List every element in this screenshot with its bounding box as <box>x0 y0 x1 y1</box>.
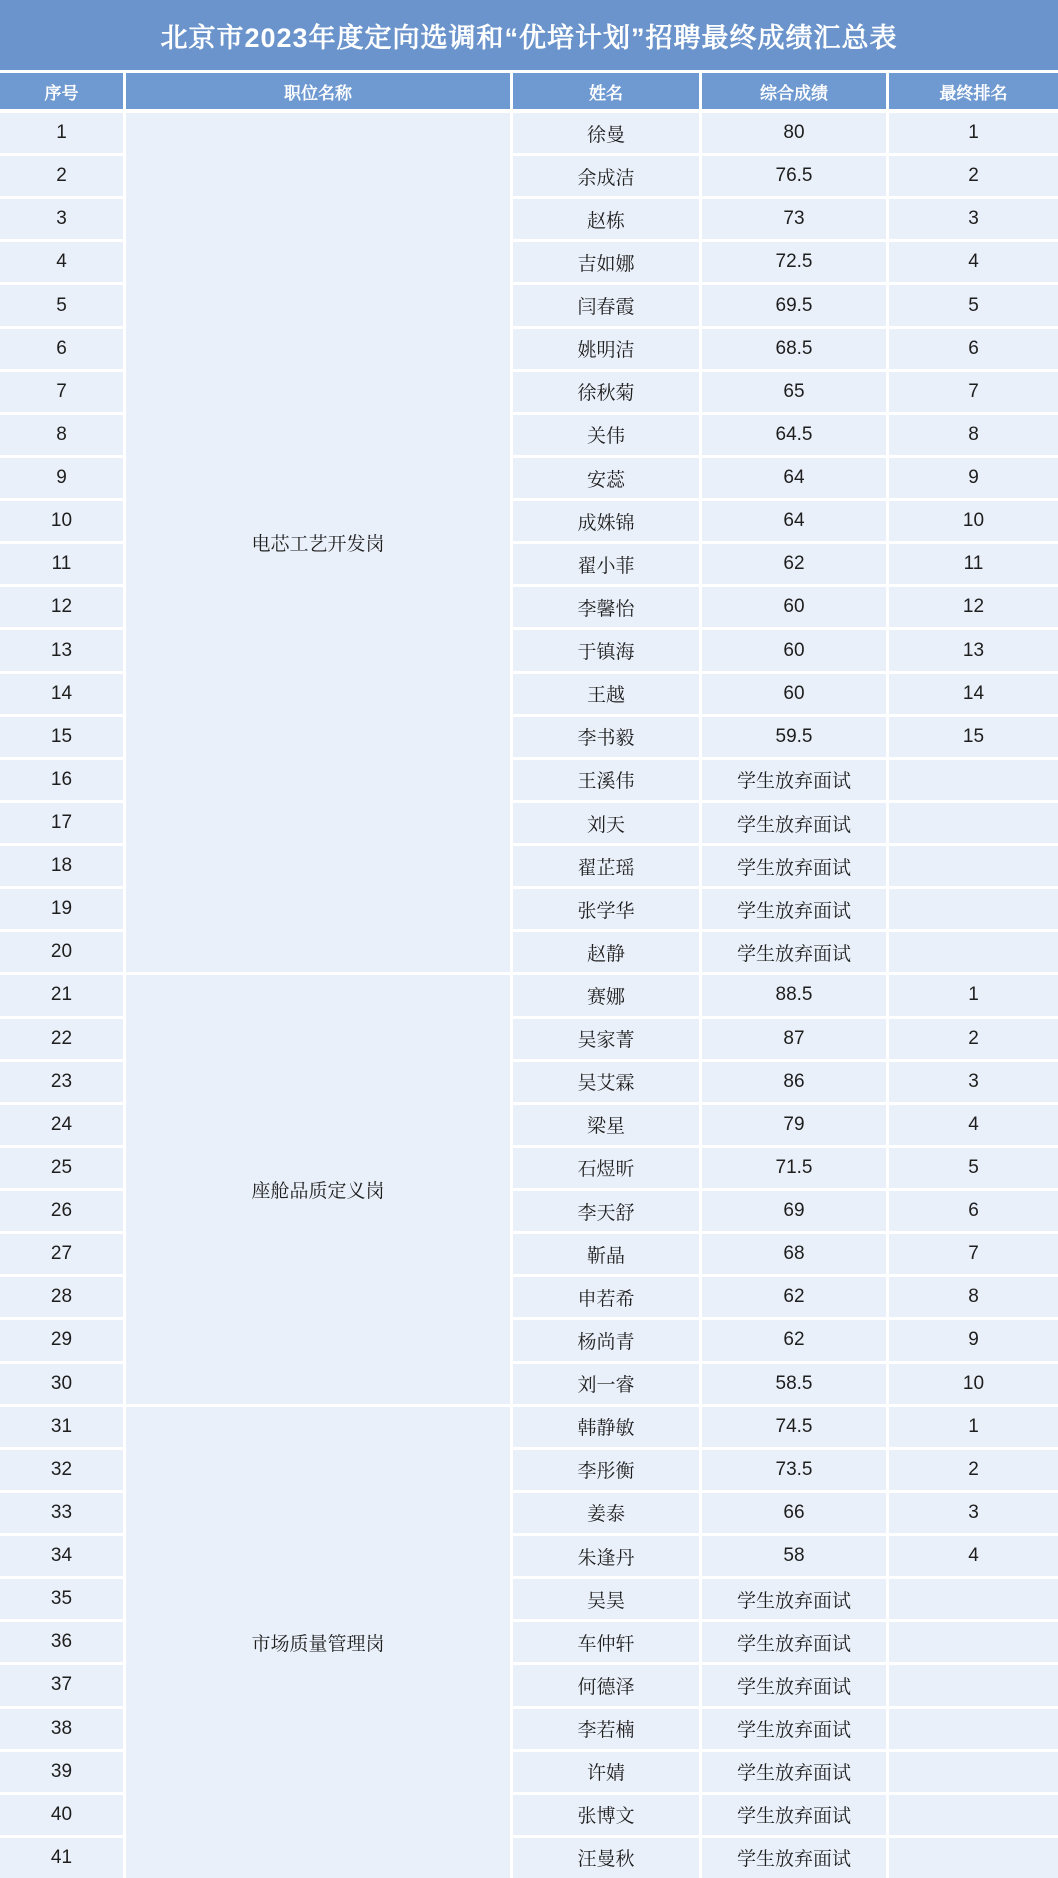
column-header-1: 职位名称 <box>126 73 510 109</box>
seq-cell: 12 <box>0 587 123 627</box>
rank-cell <box>889 1752 1058 1792</box>
rank-cell <box>889 803 1058 843</box>
rank-cell: 4 <box>889 242 1058 282</box>
seq-cell: 36 <box>0 1622 123 1662</box>
table-body <box>0 113 1058 1878</box>
rank-cell: 12 <box>889 587 1058 627</box>
seq-cell: 14 <box>0 674 123 714</box>
rank-cell: 8 <box>889 1277 1058 1317</box>
score-cell: 71.5 <box>702 1148 886 1188</box>
score-cell: 69.5 <box>702 285 886 325</box>
score-cell: 79 <box>702 1105 886 1145</box>
seq-cell: 7 <box>0 372 123 412</box>
rank-cell <box>889 1665 1058 1705</box>
score-cell: 58.5 <box>702 1364 886 1404</box>
name-cell: 于镇海 <box>513 630 699 670</box>
score-cell: 62 <box>702 1277 886 1317</box>
name-cell: 吉如娜 <box>513 242 699 282</box>
seq-cell: 29 <box>0 1320 123 1360</box>
score-cell: 学生放弃面试 <box>702 932 886 972</box>
rank-cell: 1 <box>889 1407 1058 1447</box>
rank-cell: 10 <box>889 1364 1058 1404</box>
name-cell: 李彤衡 <box>513 1450 699 1490</box>
seq-cell: 25 <box>0 1148 123 1188</box>
score-cell: 学生放弃面试 <box>702 1752 886 1792</box>
seq-cell: 16 <box>0 760 123 800</box>
name-cell: 王越 <box>513 674 699 714</box>
name-cell: 安蕊 <box>513 458 699 498</box>
column-header-0: 序号 <box>0 73 123 109</box>
header-row <box>0 73 1058 109</box>
name-cell: 许婧 <box>513 1752 699 1792</box>
seq-cell: 20 <box>0 932 123 972</box>
rank-cell: 11 <box>889 544 1058 584</box>
seq-cell: 31 <box>0 1407 123 1447</box>
name-cell: 李天舒 <box>513 1191 699 1231</box>
rank-cell: 15 <box>889 717 1058 757</box>
score-cell: 学生放弃面试 <box>702 1579 886 1619</box>
rank-cell: 5 <box>889 1148 1058 1188</box>
seq-cell: 26 <box>0 1191 123 1231</box>
column-header-4: 最终排名 <box>889 73 1058 109</box>
seq-cell: 33 <box>0 1493 123 1533</box>
score-cell: 86 <box>702 1062 886 1102</box>
name-cell: 梁星 <box>513 1105 699 1145</box>
seq-cell: 11 <box>0 544 123 584</box>
seq-cell: 9 <box>0 458 123 498</box>
name-cell: 赵栋 <box>513 199 699 239</box>
name-cell: 姜泰 <box>513 1493 699 1533</box>
seq-cell: 17 <box>0 803 123 843</box>
score-cell: 66 <box>702 1493 886 1533</box>
score-cell: 80 <box>702 113 886 153</box>
score-cell: 59.5 <box>702 717 886 757</box>
position-cell-0: 电芯工艺开发岗 <box>126 113 510 972</box>
rank-cell <box>889 760 1058 800</box>
rank-cell <box>889 1795 1058 1835</box>
rank-cell <box>889 889 1058 929</box>
name-cell: 余成洁 <box>513 156 699 196</box>
name-cell: 徐曼 <box>513 113 699 153</box>
score-cell: 64.5 <box>702 415 886 455</box>
score-cell: 62 <box>702 544 886 584</box>
name-cell: 朱逢丹 <box>513 1536 699 1576</box>
rank-cell: 6 <box>889 329 1058 369</box>
seq-cell: 32 <box>0 1450 123 1490</box>
score-cell: 72.5 <box>702 242 886 282</box>
position-cell-1: 座舱品质定义岗 <box>126 975 510 1403</box>
rank-cell: 9 <box>889 1320 1058 1360</box>
rank-cell <box>889 1579 1058 1619</box>
score-cell: 76.5 <box>702 156 886 196</box>
seq-cell: 30 <box>0 1364 123 1404</box>
rank-cell: 1 <box>889 113 1058 153</box>
name-cell: 关伟 <box>513 415 699 455</box>
table-title: 北京市2023年度定向选调和“优培计划”招聘最终成绩汇总表 <box>0 0 1058 70</box>
score-cell: 学生放弃面试 <box>702 1838 886 1878</box>
score-cell: 学生放弃面试 <box>702 1795 886 1835</box>
rank-cell: 5 <box>889 285 1058 325</box>
score-cell: 60 <box>702 630 886 670</box>
seq-cell: 13 <box>0 630 123 670</box>
rank-cell: 4 <box>889 1536 1058 1576</box>
score-cell: 73 <box>702 199 886 239</box>
seq-cell: 39 <box>0 1752 123 1792</box>
score-cell: 73.5 <box>702 1450 886 1490</box>
score-cell: 学生放弃面试 <box>702 846 886 886</box>
seq-cell: 19 <box>0 889 123 929</box>
seq-cell: 37 <box>0 1665 123 1705</box>
rank-cell: 13 <box>889 630 1058 670</box>
score-cell: 学生放弃面试 <box>702 760 886 800</box>
name-cell: 吴艾霖 <box>513 1062 699 1102</box>
column-header-2: 姓名 <box>513 73 699 109</box>
name-cell: 李馨怡 <box>513 587 699 627</box>
name-cell: 成姝锦 <box>513 501 699 541</box>
name-cell: 韩静敏 <box>513 1407 699 1447</box>
score-cell: 65 <box>702 372 886 412</box>
name-cell: 靳晶 <box>513 1234 699 1274</box>
column-header-3: 综合成绩 <box>702 73 886 109</box>
seq-cell: 28 <box>0 1277 123 1317</box>
rank-cell: 2 <box>889 1019 1058 1059</box>
rank-cell: 6 <box>889 1191 1058 1231</box>
name-cell: 吴昊 <box>513 1579 699 1619</box>
name-cell: 赵静 <box>513 932 699 972</box>
score-cell: 62 <box>702 1320 886 1360</box>
seq-cell: 21 <box>0 975 123 1015</box>
rank-cell: 3 <box>889 199 1058 239</box>
seq-cell: 6 <box>0 329 123 369</box>
score-cell: 学生放弃面试 <box>702 803 886 843</box>
score-cell: 64 <box>702 458 886 498</box>
name-cell: 徐秋菊 <box>513 372 699 412</box>
score-cell: 学生放弃面试 <box>702 889 886 929</box>
seq-cell: 41 <box>0 1838 123 1878</box>
rank-cell: 4 <box>889 1105 1058 1145</box>
name-cell: 姚明洁 <box>513 329 699 369</box>
seq-cell: 27 <box>0 1234 123 1274</box>
rank-cell: 3 <box>889 1062 1058 1102</box>
name-cell: 车仲轩 <box>513 1622 699 1662</box>
score-cell: 学生放弃面试 <box>702 1665 886 1705</box>
name-cell: 张博文 <box>513 1795 699 1835</box>
seq-cell: 8 <box>0 415 123 455</box>
name-cell: 刘一睿 <box>513 1364 699 1404</box>
seq-cell: 1 <box>0 113 123 153</box>
rank-cell: 14 <box>889 674 1058 714</box>
score-cell: 88.5 <box>702 975 886 1015</box>
seq-cell: 24 <box>0 1105 123 1145</box>
seq-cell: 15 <box>0 717 123 757</box>
name-cell: 刘天 <box>513 803 699 843</box>
rank-cell: 9 <box>889 458 1058 498</box>
position-cell-2: 市场质量管理岗 <box>126 1407 510 1878</box>
rank-cell <box>889 932 1058 972</box>
score-cell: 68 <box>702 1234 886 1274</box>
name-cell: 张学华 <box>513 889 699 929</box>
seq-cell: 2 <box>0 156 123 196</box>
score-cell: 69 <box>702 1191 886 1231</box>
rank-cell: 2 <box>889 156 1058 196</box>
seq-cell: 34 <box>0 1536 123 1576</box>
score-cell: 学生放弃面试 <box>702 1709 886 1749</box>
name-cell: 李书毅 <box>513 717 699 757</box>
rank-cell: 10 <box>889 501 1058 541</box>
seq-cell: 23 <box>0 1062 123 1102</box>
seq-cell: 38 <box>0 1709 123 1749</box>
name-cell: 吴家菁 <box>513 1019 699 1059</box>
name-cell: 翟小菲 <box>513 544 699 584</box>
rank-cell: 7 <box>889 1234 1058 1274</box>
name-cell: 申若希 <box>513 1277 699 1317</box>
score-cell: 74.5 <box>702 1407 886 1447</box>
name-cell: 赛娜 <box>513 975 699 1015</box>
seq-cell: 18 <box>0 846 123 886</box>
score-cell: 58 <box>702 1536 886 1576</box>
score-cell: 学生放弃面试 <box>702 1622 886 1662</box>
rank-cell: 1 <box>889 975 1058 1015</box>
name-cell: 汪曼秋 <box>513 1838 699 1878</box>
rank-cell: 8 <box>889 415 1058 455</box>
score-cell: 64 <box>702 501 886 541</box>
score-cell: 60 <box>702 674 886 714</box>
seq-cell: 10 <box>0 501 123 541</box>
name-cell: 石煜昕 <box>513 1148 699 1188</box>
seq-cell: 35 <box>0 1579 123 1619</box>
rank-cell <box>889 1709 1058 1749</box>
name-cell: 王溪伟 <box>513 760 699 800</box>
name-cell: 杨尚青 <box>513 1320 699 1360</box>
score-cell: 68.5 <box>702 329 886 369</box>
seq-cell: 3 <box>0 199 123 239</box>
seq-cell: 5 <box>0 285 123 325</box>
rank-cell <box>889 1622 1058 1662</box>
name-cell: 李若楠 <box>513 1709 699 1749</box>
score-cell: 60 <box>702 587 886 627</box>
rank-cell: 7 <box>889 372 1058 412</box>
rank-cell <box>889 1838 1058 1878</box>
seq-cell: 40 <box>0 1795 123 1835</box>
rank-cell <box>889 846 1058 886</box>
rank-cell: 3 <box>889 1493 1058 1533</box>
name-cell: 翟芷瑶 <box>513 846 699 886</box>
rank-cell: 2 <box>889 1450 1058 1490</box>
seq-cell: 4 <box>0 242 123 282</box>
score-cell: 87 <box>702 1019 886 1059</box>
name-cell: 何德泽 <box>513 1665 699 1705</box>
name-cell: 闫春霞 <box>513 285 699 325</box>
seq-cell: 22 <box>0 1019 123 1059</box>
